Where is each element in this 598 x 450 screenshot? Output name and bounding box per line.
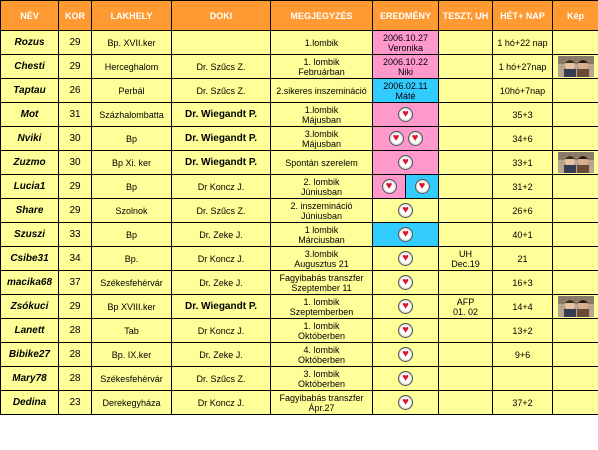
cell-doki: Dr. Wiegandt P. bbox=[172, 103, 271, 127]
cell-doki: Dr Koncz J. bbox=[172, 319, 271, 343]
cell-name: Zuzmo bbox=[1, 151, 59, 175]
cell-kor: 31 bbox=[59, 103, 92, 127]
cell-doki: Dr. Szűcs Z. bbox=[172, 199, 271, 223]
table-row bbox=[1, 175, 598, 199]
eredmeny-blue-half bbox=[406, 175, 438, 198]
cell-line: Dec.19 bbox=[451, 258, 480, 269]
cell-kor: 29 bbox=[59, 175, 92, 199]
cell-megjegyzes bbox=[271, 367, 373, 391]
cell-line: 1.lombik bbox=[304, 37, 339, 48]
heart-icon bbox=[398, 227, 413, 242]
cell-eredmeny bbox=[373, 199, 439, 223]
cell-line: Máté bbox=[395, 90, 416, 101]
cell-teszt bbox=[439, 151, 493, 175]
heart-icon bbox=[398, 395, 413, 410]
cell-kor: 30 bbox=[59, 127, 92, 151]
cell-eredmeny bbox=[373, 151, 439, 175]
cell-line: Októberben bbox=[297, 330, 346, 341]
cell-eredmeny bbox=[373, 103, 439, 127]
cell-megjegyzes bbox=[271, 103, 373, 127]
cell-kor: 23 bbox=[59, 391, 92, 415]
cell-kor: 29 bbox=[59, 295, 92, 319]
cell-eredmeny bbox=[373, 247, 439, 271]
cell-line: Augusztus 21 bbox=[294, 258, 349, 269]
cell-doki: Dr. Szűcs Z. bbox=[172, 79, 271, 103]
cell-line: 2.sikeres inszemináció bbox=[276, 85, 367, 96]
cell-teszt bbox=[439, 271, 493, 295]
cell-teszt bbox=[439, 391, 493, 415]
heart-icon bbox=[398, 299, 413, 314]
cell-megjegyzes bbox=[271, 127, 373, 151]
cell-lakhely: Székesfehérvár bbox=[92, 367, 172, 391]
cell-name: Taptau bbox=[1, 79, 59, 103]
photo-thumbnail-icon bbox=[558, 56, 594, 77]
cell-name: Mary78 bbox=[1, 367, 59, 391]
cell-line: Februárban bbox=[298, 66, 345, 77]
cell-kep bbox=[553, 391, 598, 415]
heart-icon bbox=[398, 251, 413, 266]
cell-eredmeny bbox=[373, 271, 439, 295]
cell-megjegyzes bbox=[271, 391, 373, 415]
cell-eredmeny bbox=[373, 31, 439, 55]
cell-kor: 33 bbox=[59, 223, 92, 247]
heart-icon bbox=[398, 347, 413, 362]
cell-line: Fagyibabás transzfer bbox=[279, 272, 364, 283]
cell-megjegyzes bbox=[271, 271, 373, 295]
cell-het-nap: 34+6 bbox=[493, 127, 553, 151]
cell-eredmeny bbox=[373, 55, 439, 79]
cell-het-nap: 35+3 bbox=[493, 103, 553, 127]
cell-line: Márciusban bbox=[298, 234, 345, 245]
cell-doki: Dr. Szűcs Z. bbox=[172, 55, 271, 79]
cell-megjegyzes bbox=[271, 175, 373, 199]
cell-lakhely: Tab bbox=[92, 319, 172, 343]
eredmeny-text bbox=[373, 81, 438, 101]
cell-teszt bbox=[439, 295, 493, 319]
table-row bbox=[1, 151, 598, 175]
cell-lakhely: Székesfehérvár bbox=[92, 271, 172, 295]
photo-thumbnail-icon bbox=[558, 152, 594, 173]
cell-teszt bbox=[439, 103, 493, 127]
cell-teszt bbox=[439, 199, 493, 223]
eredmeny-pink-half bbox=[373, 175, 406, 198]
cell-kep bbox=[553, 199, 598, 223]
cell-line: Fagyibabás transzfer bbox=[279, 392, 364, 403]
cell-het-nap: 10hó+7nap bbox=[493, 79, 553, 103]
cell-name: Mot bbox=[1, 103, 59, 127]
cell-het-nap: 21 bbox=[493, 247, 553, 271]
cell-eredmeny bbox=[373, 175, 439, 199]
cell-teszt bbox=[439, 31, 493, 55]
cell-lakhely: Derekegyháza bbox=[92, 391, 172, 415]
cell-line: 3. lombik bbox=[303, 368, 340, 379]
cell-kor: 28 bbox=[59, 367, 92, 391]
cell-lakhely: Bp bbox=[92, 223, 172, 247]
table-row bbox=[1, 79, 598, 103]
cell-het-nap: 40+1 bbox=[493, 223, 553, 247]
cell-het-nap bbox=[493, 367, 553, 391]
header-eredmeny: EREDMÉNY bbox=[373, 1, 439, 31]
cell-line: AFP bbox=[456, 296, 475, 307]
cell-doki: Dr. Zeke J. bbox=[172, 271, 271, 295]
cell-megjegyzes bbox=[271, 343, 373, 367]
table-row bbox=[1, 127, 598, 151]
cell-eredmeny bbox=[373, 127, 439, 151]
photo-thumbnail-icon bbox=[558, 296, 594, 317]
cell-line: 1. lombik bbox=[303, 56, 340, 67]
cell-lakhely: Bp bbox=[92, 175, 172, 199]
cell-name: Bibike27 bbox=[1, 343, 59, 367]
heart-icon bbox=[408, 131, 423, 146]
cell-doki: Dr. Wiegandt P. bbox=[172, 295, 271, 319]
header-row bbox=[1, 1, 598, 31]
cell-kep bbox=[553, 103, 598, 127]
cell-lakhely: Bp. bbox=[92, 247, 172, 271]
cell-eredmeny bbox=[373, 79, 439, 103]
cell-eredmeny bbox=[373, 223, 439, 247]
table-row bbox=[1, 319, 598, 343]
cell-name: Share bbox=[1, 199, 59, 223]
cell-teszt bbox=[439, 127, 493, 151]
header-kor: KOR bbox=[59, 1, 92, 31]
cell-line: 1 lombik bbox=[304, 224, 339, 235]
cell-line: Májusban bbox=[301, 138, 342, 149]
cell-name: Zsókuci bbox=[1, 295, 59, 319]
cell-eredmeny bbox=[373, 343, 439, 367]
header-doki: DOKI bbox=[172, 1, 271, 31]
cell-name: Rozus bbox=[1, 31, 59, 55]
eredmeny-text bbox=[373, 33, 438, 53]
cell-kep bbox=[553, 295, 598, 319]
cell-name: Lanett bbox=[1, 319, 59, 343]
cell-het-nap: 1 hó+27nap bbox=[493, 55, 553, 79]
cell-line: 2. inszemináció bbox=[290, 200, 353, 211]
table-row bbox=[1, 55, 598, 79]
heart-icon bbox=[389, 131, 404, 146]
cell-name: Lucia1 bbox=[1, 175, 59, 199]
table-row bbox=[1, 199, 598, 223]
cell-kep bbox=[553, 151, 598, 175]
cell-eredmeny bbox=[373, 295, 439, 319]
cell-kor: 30 bbox=[59, 151, 92, 175]
cell-het-nap: 33+1 bbox=[493, 151, 553, 175]
cell-megjegyzes bbox=[271, 31, 373, 55]
cell-kor: 29 bbox=[59, 199, 92, 223]
cell-line: Ápr.27 bbox=[308, 402, 335, 413]
table-row bbox=[1, 271, 598, 295]
cell-line: Szeptember 11 bbox=[291, 282, 352, 293]
table-row bbox=[1, 295, 598, 319]
cell-lakhely: Bp XVIII.ker bbox=[92, 295, 172, 319]
heart-icon bbox=[398, 155, 413, 170]
cell-megjegyzes bbox=[271, 55, 373, 79]
cell-kep bbox=[553, 223, 598, 247]
cell-kor: 34 bbox=[59, 247, 92, 271]
cell-doki: Dr. Zeke J. bbox=[172, 223, 271, 247]
cell-line: 2006.10.22 bbox=[382, 56, 429, 67]
cell-lakhely: Százhalombatta bbox=[92, 103, 172, 127]
cell-het-nap: 37+2 bbox=[493, 391, 553, 415]
cell-name: Nviki bbox=[1, 127, 59, 151]
cell-kor: 28 bbox=[59, 319, 92, 343]
cell-doki: Dr. Wiegandt P. bbox=[172, 151, 271, 175]
cell-kep bbox=[553, 247, 598, 271]
cell-kor: 37 bbox=[59, 271, 92, 295]
cell-megjegyzes bbox=[271, 151, 373, 175]
cell-line: Júniusban bbox=[300, 186, 343, 197]
cell-megjegyzes bbox=[271, 247, 373, 271]
cell-name: Chesti bbox=[1, 55, 59, 79]
cell-line: Veronika bbox=[387, 42, 424, 53]
cell-line: Októberben bbox=[297, 378, 346, 389]
cell-doki: Dr Koncz J. bbox=[172, 175, 271, 199]
cell-line: Októberben bbox=[297, 354, 346, 365]
cell-kep bbox=[553, 55, 598, 79]
cell-lakhely: Herceghalom bbox=[92, 55, 172, 79]
cell-teszt bbox=[439, 55, 493, 79]
heart-icon bbox=[398, 203, 413, 218]
cell-kep bbox=[553, 127, 598, 151]
header-het-nap: HÉT+ NAP bbox=[493, 1, 553, 31]
cell-kor: 29 bbox=[59, 31, 92, 55]
cell-kep bbox=[553, 175, 598, 199]
cell-het-nap: 13+2 bbox=[493, 319, 553, 343]
heart-icon bbox=[382, 179, 397, 194]
cell-kor: 26 bbox=[59, 79, 92, 103]
cell-lakhely: Bp. XVII.ker bbox=[92, 31, 172, 55]
cell-line: 3.lombik bbox=[304, 128, 339, 139]
cell-kep bbox=[553, 271, 598, 295]
cell-doki bbox=[172, 31, 271, 55]
cell-kep bbox=[553, 79, 598, 103]
cell-lakhely: Szolnok bbox=[92, 199, 172, 223]
cell-eredmeny bbox=[373, 319, 439, 343]
cell-line: Szeptemberben bbox=[289, 306, 354, 317]
table-row bbox=[1, 343, 598, 367]
header-kep: Kép bbox=[553, 1, 598, 31]
table-row bbox=[1, 223, 598, 247]
cell-teszt bbox=[439, 247, 493, 271]
table-row bbox=[1, 103, 598, 127]
cell-doki: Dr Koncz J. bbox=[172, 247, 271, 271]
cell-het-nap: 31+2 bbox=[493, 175, 553, 199]
cell-line: 1. lombik bbox=[303, 296, 340, 307]
cell-teszt bbox=[439, 79, 493, 103]
eredmeny-text bbox=[373, 57, 438, 77]
header-lakhely: LAKHELY bbox=[92, 1, 172, 31]
cell-kep bbox=[553, 343, 598, 367]
cell-doki: Dr. Wiegandt P. bbox=[172, 127, 271, 151]
cell-lakhely: Bp Xi. ker bbox=[92, 151, 172, 175]
header-megjegyzes: MEGJEGYZÉS bbox=[271, 1, 373, 31]
heart-icon bbox=[398, 107, 413, 122]
cell-kep bbox=[553, 367, 598, 391]
cell-lakhely: Bp. IX.ker bbox=[92, 343, 172, 367]
cell-line: UH bbox=[459, 248, 472, 259]
cell-megjegyzes bbox=[271, 295, 373, 319]
table-row bbox=[1, 391, 598, 415]
cell-line: Niki bbox=[398, 66, 413, 77]
cell-teszt bbox=[439, 175, 493, 199]
cell-megjegyzes bbox=[271, 223, 373, 247]
cell-line: 01. 02 bbox=[452, 306, 479, 317]
cell-het-nap: 14+4 bbox=[493, 295, 553, 319]
cell-kor: 28 bbox=[59, 343, 92, 367]
cell-name: macika68 bbox=[1, 271, 59, 295]
cell-line: Júniusban bbox=[300, 210, 343, 221]
table-row bbox=[1, 247, 598, 271]
table-row bbox=[1, 367, 598, 391]
cell-line: Spontán szerelem bbox=[285, 157, 358, 168]
cell-kep bbox=[553, 319, 598, 343]
cell-het-nap: 9+6 bbox=[493, 343, 553, 367]
table-body bbox=[1, 31, 598, 415]
cell-teszt bbox=[439, 367, 493, 391]
header-nev: NÉV bbox=[1, 1, 59, 31]
cell-eredmeny bbox=[373, 391, 439, 415]
cell-line: 2006.10.27 bbox=[382, 32, 429, 43]
cell-line: 1.lombik bbox=[304, 104, 339, 115]
cell-doki: Dr. Zeke J. bbox=[172, 343, 271, 367]
cell-doki: Dr. Szűcs Z. bbox=[172, 367, 271, 391]
cell-lakhely: Perbál bbox=[92, 79, 172, 103]
cell-kor: 29 bbox=[59, 55, 92, 79]
cell-megjegyzes bbox=[271, 319, 373, 343]
heart-icon bbox=[398, 371, 413, 386]
cell-doki: Dr Koncz J. bbox=[172, 391, 271, 415]
cell-lakhely: Bp bbox=[92, 127, 172, 151]
heart-icon bbox=[398, 275, 413, 290]
cell-name: Dedina bbox=[1, 391, 59, 415]
cell-kep bbox=[553, 31, 598, 55]
cell-megjegyzes bbox=[271, 79, 373, 103]
cell-line: 2006.02.11 bbox=[383, 80, 428, 91]
cell-line: 2. lombik bbox=[303, 176, 340, 187]
heart-icon bbox=[398, 323, 413, 338]
cell-het-nap: 1 hó+22 nap bbox=[493, 31, 553, 55]
cell-het-nap: 16+3 bbox=[493, 271, 553, 295]
header-teszt: TESZT, UH bbox=[439, 1, 493, 31]
cell-name: Csibe31 bbox=[1, 247, 59, 271]
cell-megjegyzes bbox=[271, 199, 373, 223]
table-row bbox=[1, 31, 598, 55]
heart-icon bbox=[415, 179, 430, 194]
cell-line: 1. lombik bbox=[303, 320, 340, 331]
cell-het-nap: 26+6 bbox=[493, 199, 553, 223]
cell-teszt bbox=[439, 343, 493, 367]
cell-line: Májusban bbox=[301, 114, 342, 125]
cell-name: Szuszi bbox=[1, 223, 59, 247]
cell-teszt bbox=[439, 319, 493, 343]
cell-eredmeny bbox=[373, 367, 439, 391]
cell-teszt bbox=[439, 223, 493, 247]
cell-line: 3.lombik bbox=[304, 248, 339, 259]
cell-line: 4. lombik bbox=[303, 344, 340, 355]
